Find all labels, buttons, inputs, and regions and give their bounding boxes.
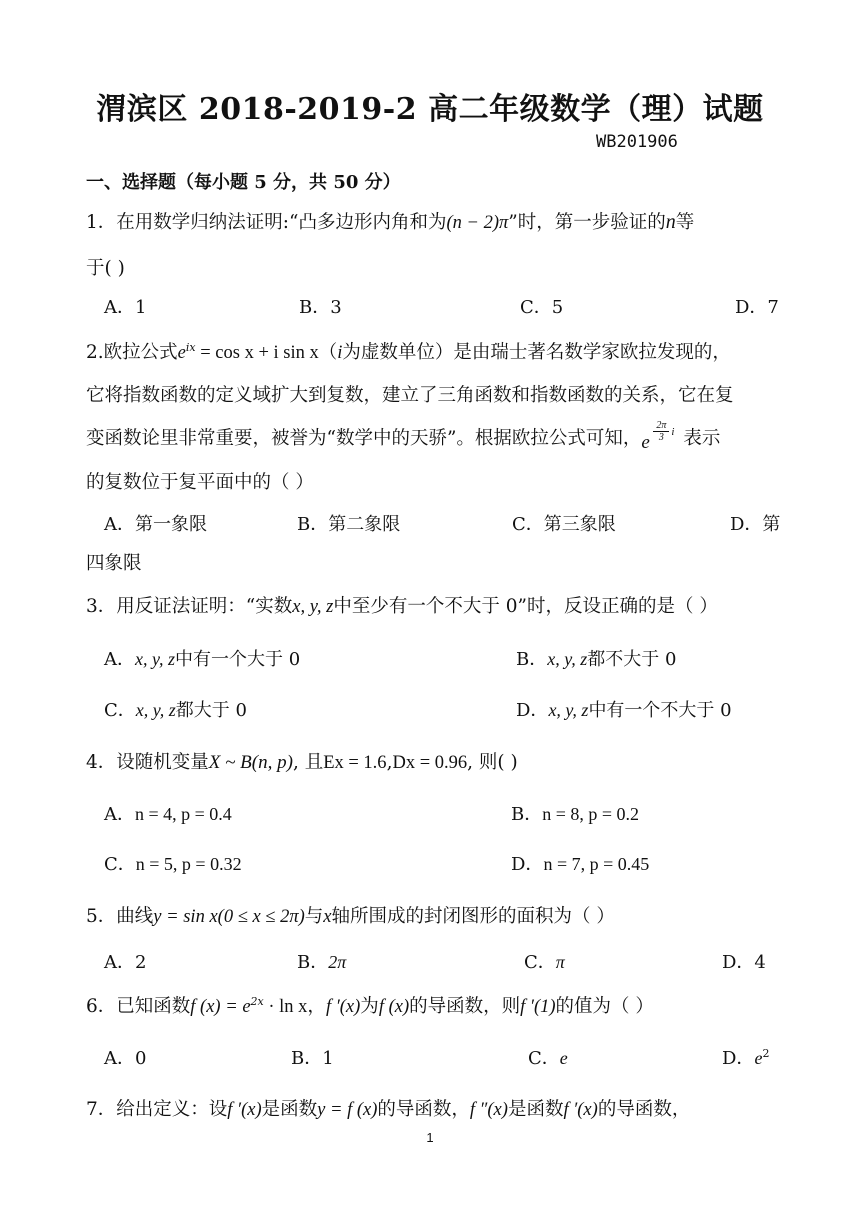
q6-option-d — [722, 1044, 769, 1070]
question-5-line-1 — [86, 902, 615, 928]
q7-text-d: 是函数 — [507, 1099, 564, 1120]
question-2-line-2: 它将指数函数的定义域扩大到复数，建立了三角函数和指数函数的关系，它在复 — [86, 385, 734, 406]
q6-option-b — [291, 1044, 334, 1070]
q4-math-dx: Dx = 0.96 — [392, 753, 468, 773]
q4-option-c — [104, 850, 242, 876]
q5-math-x: x — [323, 907, 332, 927]
q6-math-fx: f (x) = e — [190, 997, 251, 1017]
q4-option-c-math: n = 5, p = 0.32 — [135, 854, 242, 874]
q5-text-c: 轴所围成的封闭图形的面积为（ ） — [331, 906, 615, 927]
q3-option-c-text: 都大于 0 — [175, 700, 247, 721]
q3-option-a-label: A． — [104, 649, 135, 670]
q7-math-fpx2: f ′(x) — [563, 1100, 598, 1120]
q7-math-fpx: f ′(x) — [227, 1100, 262, 1120]
q5-option-c-label: C． — [524, 952, 556, 973]
q5-text-b: 与 — [304, 906, 324, 927]
q3-option-b-math: x, y, z — [547, 649, 588, 669]
exam-code: WB201906 — [596, 132, 678, 152]
q3-option-c-label: C． — [104, 700, 136, 721]
q4-option-a-math: n = 4, p = 0.4 — [135, 804, 232, 824]
q3-option-d-math: x, y, z — [548, 700, 589, 720]
q1-math-expr: (n − 2)π — [446, 213, 509, 233]
question-1-line-1 — [86, 208, 694, 234]
q6-option-c — [528, 1044, 568, 1070]
q2-exp-fraction — [653, 420, 669, 443]
q4-option-d-label: D． — [511, 854, 544, 875]
q4-option-d — [511, 850, 649, 876]
q2-option-c: C．第三象限 — [512, 514, 616, 535]
section-heading: 一、选择题（每小题 5 分，共 50 分） — [86, 172, 401, 193]
q6-math-ln: · ln x — [263, 997, 308, 1017]
q2-math-e: e — [177, 343, 186, 363]
q2-math-euler: = cos x + i sin x — [195, 343, 319, 363]
q7-text-b: 是函数 — [261, 1099, 318, 1120]
q2-text-b: （ — [318, 342, 338, 363]
question-7-line-1 — [86, 1095, 690, 1121]
q2-exp-i: i — [671, 426, 675, 438]
q4-option-b — [511, 800, 639, 826]
q5-option-b-label: B． — [297, 952, 329, 973]
q1-text-a: 1．在用数学归纳法证明:“凸多边形内角和为 — [86, 212, 447, 233]
q7-math-yfx: y = f (x) — [317, 1100, 378, 1120]
q4-text-comma: , — [386, 752, 393, 773]
q3-math-xyz: x, y, z — [292, 597, 334, 617]
q6-option-d-math: e — [754, 1048, 763, 1068]
q1-option-c: C．5 — [520, 297, 564, 318]
q4-option-b-label: B． — [511, 804, 543, 825]
question-1-line-2: 于( ) — [86, 258, 125, 279]
q3-option-d-text: 中有一个不大于 0 — [588, 700, 732, 721]
q4-option-a — [104, 800, 232, 826]
q2-exp-base: e — [641, 432, 650, 453]
q6-math-fpx: f ′(x) — [325, 997, 361, 1017]
q2-text-b2: 表示 — [683, 428, 721, 449]
question-2-line-4: 的复数位于复平面中的（ ） — [86, 472, 314, 493]
question-3-line-1 — [86, 592, 718, 618]
q3-text-a: 3．用反证法证明：“实数 — [86, 596, 293, 617]
q3-option-d-label: D． — [516, 700, 549, 721]
q4-text-f: , 则( ) — [467, 752, 518, 773]
q3-option-a-math: x, y, z — [135, 649, 175, 669]
q6-text-a: 6．已知函数 — [86, 996, 191, 1017]
q6-text-b: ， — [307, 996, 326, 1017]
q6-option-c-math: e — [559, 1048, 568, 1068]
q1-text-c: 等 — [675, 212, 695, 233]
question-4-line-1 — [86, 748, 518, 774]
q2-text-line3: 变函数论里非常重要，被誉为“数学中的天骄”。根据欧拉公式可知， — [86, 428, 642, 449]
q6-text-e: 的值为（ ） — [555, 996, 654, 1017]
q2-option-d: D．第 — [730, 514, 781, 535]
q2-option-a: A．第一象限 — [104, 514, 207, 535]
q4-text-b: , 且 — [292, 752, 324, 773]
q7-math-fppx: f ″(x) — [469, 1100, 508, 1120]
q5-option-a-label: A．2 — [104, 952, 147, 973]
q3-option-c — [104, 696, 247, 722]
q7-text-c: 的导函数， — [377, 1099, 470, 1120]
q6-option-b-label: B．1 — [291, 1048, 334, 1069]
q5-option-c — [524, 948, 565, 974]
q5-math-curve: y = sin x(0 ≤ x ≤ 2π) — [153, 907, 305, 927]
page-number: 1 — [426, 1130, 434, 1145]
q3-option-b — [516, 645, 676, 671]
q3-option-d — [516, 696, 732, 722]
q4-option-a-label: A． — [104, 804, 135, 825]
question-2-line-3 — [86, 420, 721, 453]
q6-option-c-label: C． — [528, 1048, 560, 1069]
q2-option-b: B．第二象限 — [297, 514, 401, 535]
q5-option-b-math: 2π — [328, 952, 347, 972]
q7-text-a: 7．给出定义：设 — [86, 1099, 228, 1120]
q6-option-a — [104, 1044, 146, 1070]
question-6-line-1 — [86, 992, 654, 1018]
q2-exp-numerator: 2π — [656, 420, 667, 431]
q1-text-b: ”时，第一步验证的 — [508, 212, 666, 233]
q4-option-d-math: n = 7, p = 0.45 — [543, 854, 650, 874]
q4-option-b-math: n = 8, p = 0.2 — [542, 804, 640, 824]
q2-math-i: i — [337, 343, 343, 363]
question-2-line-1 — [86, 338, 731, 364]
q6-option-d-sup: 2 — [762, 1047, 770, 1060]
q4-math-ex: Ex = 1.6 — [323, 753, 387, 773]
q3-option-b-label: B． — [516, 649, 548, 670]
q3-option-a-text: 中有一个大于 0 — [175, 649, 301, 670]
q6-text-c: 为 — [360, 996, 379, 1017]
q6-option-a-label: A．0 — [104, 1048, 147, 1069]
q3-option-c-math: x, y, z — [135, 700, 176, 720]
q1-option-a: A．1 — [104, 297, 147, 318]
q4-math-dist: X ~ B(n, p) — [208, 752, 293, 773]
q6-math-sup: 2x — [250, 994, 264, 1008]
q2-exp-denominator: 3 — [653, 431, 669, 443]
q3-text-b: 中至少有一个不大于 0”时，反设正确的是（ ） — [333, 596, 718, 617]
q3-option-a — [104, 645, 300, 671]
q5-option-a — [104, 948, 146, 974]
q5-option-b — [297, 948, 346, 974]
q5-text-a: 5．曲线 — [86, 906, 154, 927]
q6-math-fx2: f (x) — [378, 997, 410, 1017]
q2-math-sup: ix — [185, 340, 196, 354]
q4-option-c-label: C． — [104, 854, 136, 875]
q2-text-a: 2.欧拉公式 — [86, 342, 178, 363]
q6-math-fp1: f ′(1) — [520, 997, 556, 1017]
q4-text-a: 4．设随机变量 — [86, 752, 209, 773]
q6-option-d-label: D． — [722, 1048, 755, 1069]
q5-option-d-label: D．4 — [722, 952, 766, 973]
q2-text-c: 为虚数单位）是由瑞士著名数学家欧拉发现的， — [342, 342, 731, 363]
q1-math-n: n — [665, 211, 676, 233]
q1-option-d: D．7 — [735, 297, 779, 318]
q7-text-e: 的导函数， — [597, 1099, 691, 1120]
q5-option-c-math: π — [555, 952, 565, 972]
exam-title: 渭滨区 2018-2019-2 高二年级数学（理）试题 — [96, 92, 764, 127]
q2-option-d-continuation: 四象限 — [86, 553, 142, 574]
q5-option-d — [722, 948, 766, 974]
q1-option-b: B．3 — [299, 297, 342, 318]
q3-option-b-text: 都不大于 0 — [587, 649, 677, 670]
q6-text-d: 的导函数，则 — [409, 996, 521, 1017]
